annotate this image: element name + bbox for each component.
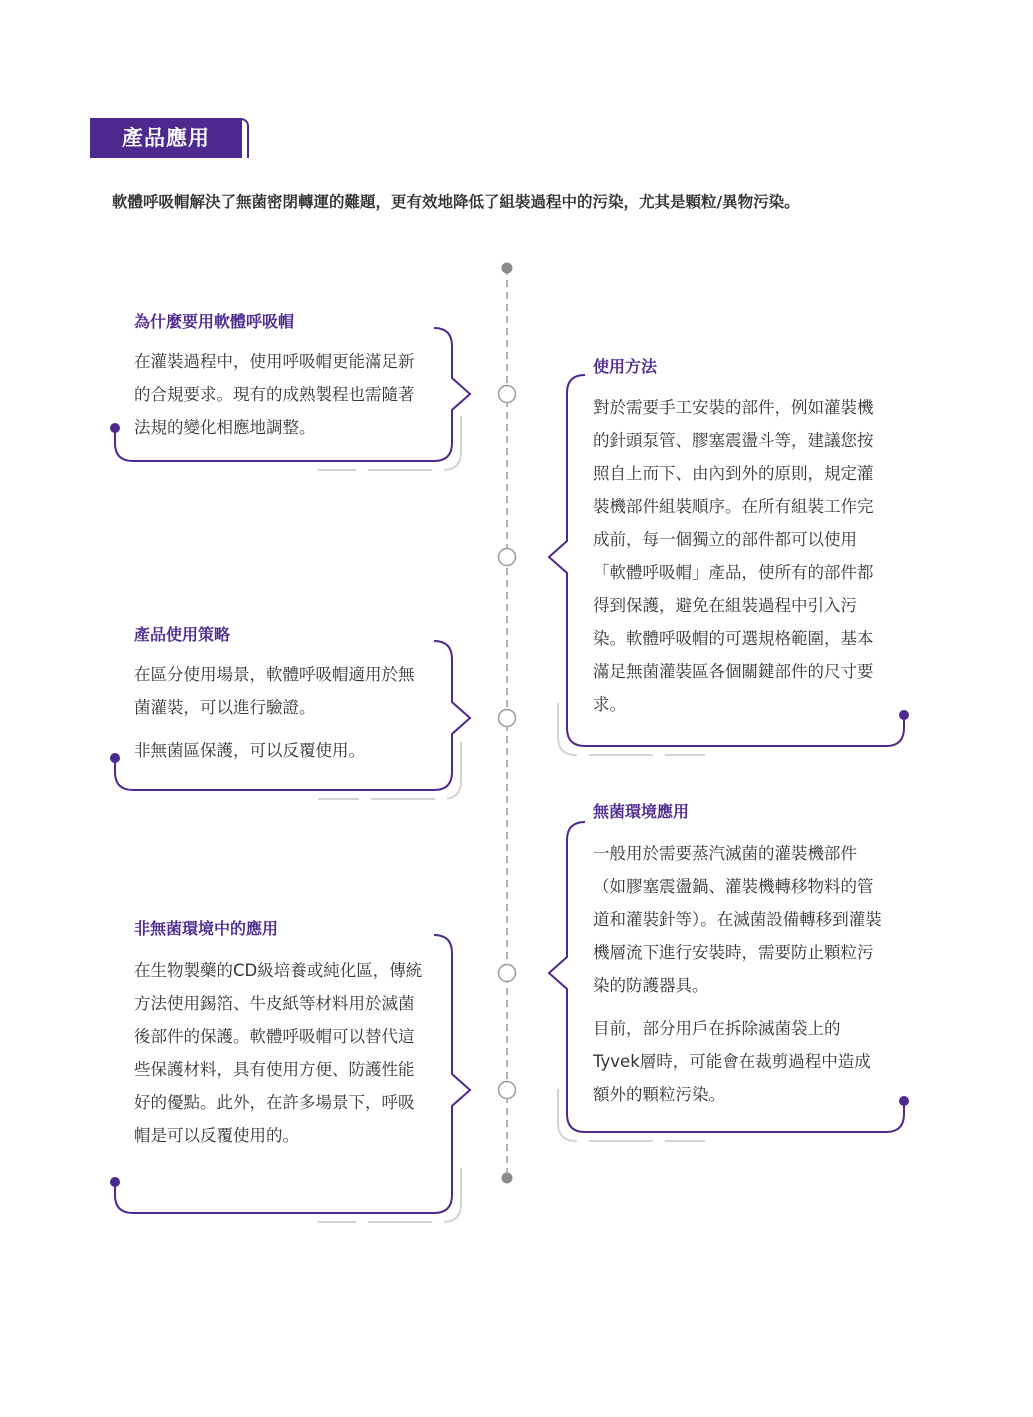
section-title: 產品應用 [122, 126, 210, 150]
card-body-nonsterile [134, 954, 426, 1152]
timeline-start-dot [502, 263, 513, 274]
card-paragraph: 在灌裝過程中，使用呼吸帽更能滿足新的合規要求。現有的成熟製程也需隨著法規的變化相應地調整。 [134, 352, 415, 437]
card-body-strategy [134, 658, 426, 767]
card-title-why: 為什麼要用軟體呼吸帽 [134, 312, 295, 331]
card-title-sterile: 無菌環境應用 [593, 802, 690, 821]
card-title-strategy: 產品使用策略 [134, 625, 231, 644]
card-title-method: 使用方法 [593, 357, 658, 376]
timeline-node [499, 965, 516, 982]
timeline-node [499, 549, 516, 566]
card-title-nonsterile: 非無菌環境中的應用 [134, 919, 279, 938]
card-paragraph: 非無菌區保護，可以反覆使用。 [134, 741, 365, 760]
card-body-why [134, 345, 426, 444]
timeline-end-dot [502, 1173, 513, 1184]
card-paragraph: 在區分使用場景，軟體呼吸帽適用於無菌灌裝，可以進行驗證。 [134, 665, 415, 717]
timeline-node [499, 1082, 516, 1099]
section-intro: 軟體呼吸帽解決了無菌密閉轉運的難題，更有效地降低了組裝過程中的污染，尤其是顆粒/異物污染。 [112, 193, 800, 211]
timeline-node [499, 710, 516, 727]
card-paragraph: 目前，部分用戶在拆除滅菌袋上的Tyvek層時，可能會在裁剪過程中造成額外的顆粒污染。 [593, 1019, 871, 1104]
card-paragraph: 在生物製藥的CD級培養或純化區，傳統方法使用錫箔、牛皮紙等材料用於滅菌後部件的保護。軟體呼吸帽可以替代這些保護材料，具有使用方便、防護性能好的優點。此外，在許多場景下，呼吸帽是可以反覆使用的。 [134, 961, 423, 1145]
timeline-node [499, 386, 516, 403]
card-body-sterile [593, 837, 885, 1111]
card-body-method [593, 391, 885, 721]
card-paragraph: 一般用於需要蒸汽滅菌的灌裝機部件（如膠塞震盪鍋、灌裝機轉移物料的管道和灌裝針等）。在滅菌設備轉移到灌裝機層流下進行安裝時，需要防止顆粒污染的防護器具。 [593, 844, 882, 995]
card-paragraph: 對於需要手工安裝的部件，例如灌裝機的針頭泵管、膠塞震盪斗等，建議您按照自上而下、由內到外的原則，規定灌裝機部件組裝順序。在所有組裝工作完成前，每一個獨立的部件都可以使用「軟體呼吸帽」產品，使所有的部件都得到保護，避免在組裝過程中引入污染。軟體呼吸帽的可選規格範圍，基本滿足無菌灌裝區各個關鍵部件的尺寸要求。 [593, 398, 874, 714]
